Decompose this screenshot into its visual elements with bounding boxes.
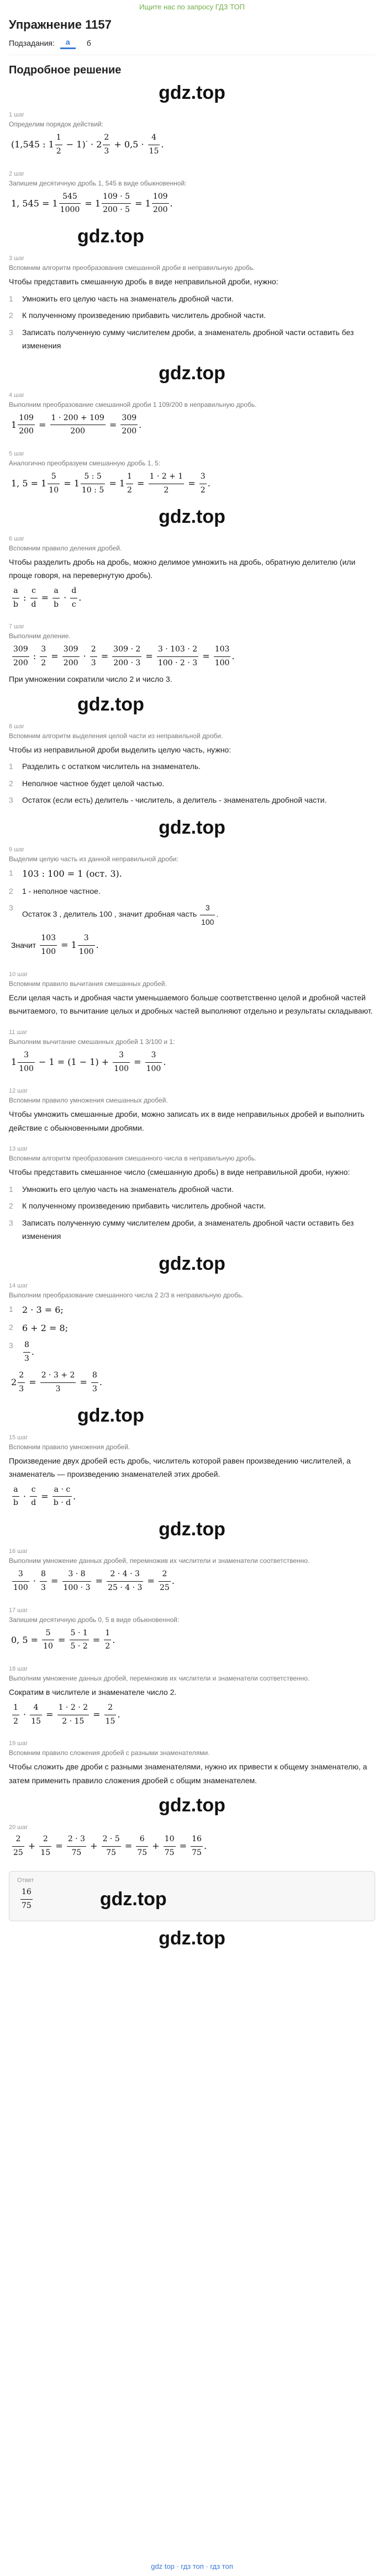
step-13 <box>0 1140 384 1251</box>
rule-list <box>9 292 375 353</box>
step-desc: Выполним преобразование смешанного числа 2 2/3 в неправильную дробь. <box>9 1291 244 1299</box>
step-desc: Вспомним алгоритм преобразования смешанного числа в неправильную дробь. <box>9 1154 257 1163</box>
step-7 <box>0 618 384 691</box>
rule-text: Сократим в числителе и знаменателе число 2. <box>9 1688 177 1697</box>
step-label: 8 шаг <box>9 723 25 730</box>
page-title: Упражнение 1157 <box>9 18 112 31</box>
list-item: 3 Записать полученную сумму числителем дроби, а знаменатель дробной части оставить без изменения <box>9 327 354 351</box>
solution-title: Подробное решение <box>9 64 122 76</box>
subtask-tab-b[interactable]: б <box>86 38 91 47</box>
step-label: 3 шаг <box>9 255 25 262</box>
step-label: 15 шаг <box>9 1434 28 1441</box>
list-item: 2 К полученному произведению прибавить числитель дробной части. <box>9 1201 266 1211</box>
subtask-tab-a[interactable]: а <box>60 36 76 49</box>
expression: $\frac{2}{25}$ + $\frac{2}{15}$ = $\frac{2 \cdot 3}{75}$ + $\frac{2 \cdot 5}{75}$ = $\frac{6}{75}$ + $\frac{10}{75}$ = $\frac{16}{75}$ . <box>11 1833 375 1860</box>
rule-text: Чтобы разделить дробь на дробь, можно делимое умножить на дробь, обратную делителю (или проще говоря, на перевернутую дробь). <box>9 557 356 580</box>
rule-text: Чтобы умножить смешанные дроби, можно записать их в виде неправильных дробей и выполнить действие с обыкновенными дробями. <box>9 1110 365 1132</box>
step-label: 7 шаг <box>9 623 25 630</box>
step-desc: Запишем десятичную дробь 1, 545 в виде обыкновенной: <box>9 179 187 187</box>
list-item: 1 103 : 100 = 1 (ост. 3). <box>9 868 122 879</box>
step-label: 20 шаг <box>9 1824 28 1831</box>
list-item: 1 2 · 3 = 6; <box>9 1304 64 1315</box>
watermark: gdz.top <box>159 1795 225 1816</box>
expression: 1 $\frac{109}{200}$ = $\frac{1 \cdot 200 + 109}{200}$ = $\frac{309}{200}$ . <box>11 412 375 439</box>
rule-text: Произведение двух дробей есть дробь, числитель которой равен произведению числителей, а знаменатель — произведению знаменателей этих дробей. <box>9 1456 351 1478</box>
expression: $\frac{a}{b}$ : $\frac{c}{d}$ = $\frac{a}{b}$ · $\frac{d}{c}$ . <box>11 585 375 612</box>
step-label: 11 шаг <box>9 1029 28 1036</box>
rule-text: Чтобы представить смешанное число (смешанную дробь) в виде неправильной дроби, нужно: <box>9 1168 350 1177</box>
step-19 <box>0 1735 384 1793</box>
watermark: gdz.top <box>159 82 225 103</box>
list-item: 1 Умножить его целую часть на знаменатель дробной части. <box>9 1184 234 1194</box>
step-1 <box>0 106 384 165</box>
watermark: gdz.top <box>159 362 225 384</box>
step-label: 6 шаг <box>9 535 25 542</box>
step-desc: Вспомним правило деления дробей. <box>9 544 122 552</box>
step-desc: Выполним умножение данных дробей, перемножив их числители и знаменатели соответственно. <box>9 1674 310 1683</box>
footer-links[interactable]: gdz top · гдз топ · гдз топ <box>151 2562 233 2570</box>
step-label: 14 шаг <box>9 1282 28 1289</box>
step-2 <box>0 165 384 224</box>
expression: (1,545 : 1 $\frac{1}{2}$ − 1)· · 2 $\frac{2}{3}$ + 0,5 · $\frac{4}{15}$ . <box>11 131 375 158</box>
subtask-label: Подзадания: <box>9 38 55 47</box>
step-18 <box>0 1660 384 1735</box>
step-8 <box>0 718 384 815</box>
step-label: 1 шаг <box>9 112 25 118</box>
note-text: При умножении сократили число 2 и число 3. <box>9 675 172 684</box>
expression: 1 $\frac{3}{100}$ − 1 = (1 − 1) + $\frac{3}{100}$ = $\frac{3}{100}$ . <box>11 1049 375 1076</box>
subtask-selector <box>0 34 384 54</box>
step-label: 13 шаг <box>9 1146 28 1153</box>
step-desc: Выполним вычитание смешанных дробей 1 3/100 и 1: <box>9 1037 175 1046</box>
list-item: 2 1 - неполное частное. <box>9 886 101 895</box>
topbar-promo[interactable]: Ищите нас по запросу ГДЗ ТОП <box>139 3 245 11</box>
step-10 <box>0 966 384 1024</box>
expression: 0, 5 = $\frac{5}{10}$ = $\frac{5 \cdot 1}{5 \cdot 2}$ = $\frac{1}{2}$ . <box>11 1627 375 1654</box>
step-20 <box>0 1819 384 1867</box>
answer-box <box>9 1871 375 1921</box>
expression: 1, 545 = 1 $\frac{545}{1000}$ = 1 $\frac{109 \cdot 5}{200 \cdot 5}$ = 1 $\frac{109}{200}$ . <box>11 190 375 218</box>
step-15 <box>0 1429 384 1517</box>
step-label: 2 шаг <box>9 170 25 177</box>
step-17 <box>0 1602 384 1661</box>
list-item: 2 К полученному произведению прибавить числитель дробной части. <box>9 311 266 320</box>
rule-list <box>9 1183 375 1243</box>
answer-label: Ответ <box>17 1877 34 1884</box>
list-item: 1 Умножить его целую часть на знаменатель дробной части. <box>9 294 234 303</box>
watermark: gdz.top <box>159 817 225 838</box>
expression: $\frac{3}{100}$ · $\frac{8}{3}$ = $\frac{3 \cdot 8}{100 \cdot 3}$ = $\frac{2 \cdot 4 \cdot 3}{25 \cdot 4 \cdot 3}$ = $\frac{2}{25}$ . <box>11 1568 375 1595</box>
step-label: 12 шаг <box>9 1088 28 1095</box>
step-label: 5 шаг <box>9 450 25 458</box>
rule-text: Чтобы из неправильной дроби выделить целую часть, нужно: <box>9 745 232 754</box>
list-item: 3 Остаток (если есть) делитель - числитель, а делитель - знаменатель дробной части. <box>9 796 327 805</box>
step-desc: Вспомним правило вычитания смешанных дробей. <box>9 979 167 988</box>
list-item: 3 Остаток 3 , делитель 100 , значит дробная часть $\frac{3}{100}$ . <box>9 901 375 929</box>
step-label: 9 шаг <box>9 846 25 853</box>
list-item: 1 Разделить с остатком числитель на знаменатель. <box>9 762 201 771</box>
step-3 <box>0 250 384 361</box>
expression: 2 $\frac{2}{3}$ = $\frac{2 \cdot 3 + 2}{3}$ = $\frac{8}{3}$ . <box>11 1369 375 1396</box>
list-item: 3 $\frac{8}{3}$ . <box>9 1339 375 1366</box>
watermark: gdz.top <box>159 1927 225 1949</box>
step-desc: Вспомним правило умножения смешанных дробей. <box>9 1096 168 1105</box>
step-desc: Вспомним правило сложения дробей с разными знаменателями. <box>9 1749 210 1757</box>
expression: $\frac{309}{200}$ : $\frac{3}{2}$ = $\frac{309}{200}$ · $\frac{2}{3}$ = $\frac{309 \cdot 2}{200 \cdot 3}$ = $\frac{3 \cdot 103 \cdot 2}{100 \cdot 2 \cdot 3}$ = $\frac{103}{100}$ . <box>11 643 375 670</box>
watermark: gdz.top <box>77 226 144 247</box>
step-desc: Аналогично преобразуем смешанную дробь 1, 5: <box>9 459 161 468</box>
step-label: 18 шаг <box>9 1666 28 1673</box>
expression: $\frac{1}{2}$ · $\frac{4}{15}$ = $\frac{1 \cdot 2 \cdot 2}{2 \cdot 15}$ = $\frac{2}{15}$ . <box>11 1702 375 1729</box>
step-desc: Выполним преобразование смешанной дроби 1 109/200 в неправильную дробь. <box>9 400 257 409</box>
step-6 <box>0 530 384 618</box>
watermark: gdz.top <box>159 1253 225 1274</box>
calc-list <box>9 866 375 929</box>
expression: $\frac{a}{b}$ · $\frac{c}{d}$ = $\frac{a \cdot c}{b \cdot d}$ . <box>11 1483 375 1510</box>
watermark: gdz.top <box>77 693 144 715</box>
step-label: 17 шаг <box>9 1607 28 1614</box>
step-label: 4 шаг <box>9 391 25 399</box>
rule-text: Чтобы представить смешанную дробь в виде неправильной дроби, нужно: <box>9 277 278 287</box>
list-item: 2 Неполное частное будет целой частью. <box>9 778 165 788</box>
list-item: 2 6 + 2 = 8; <box>9 1323 69 1334</box>
list-item: 3 Записать полученную сумму числителем дроби, а знаменатель дробной части оставить без изменения <box>9 1218 354 1241</box>
watermark: gdz.top <box>99 1888 167 1910</box>
step-desc: Вспомним алгоритм выделения целой части из неправильной дроби. <box>9 732 223 740</box>
step-label: 10 шаг <box>9 971 28 978</box>
watermark: gdz.top <box>77 1404 144 1426</box>
step-11 <box>0 1024 384 1083</box>
expression: Значит $\frac{103}{100}$ = 1 $\frac{3}{100}$ . <box>11 932 375 959</box>
calc-list <box>9 1302 375 1366</box>
step-4 <box>0 386 384 446</box>
step-label: 19 шаг <box>9 1740 28 1747</box>
step-12 <box>0 1082 384 1140</box>
watermark: gdz.top <box>159 506 225 527</box>
watermark: gdz.top <box>159 1519 225 1540</box>
step-desc: Вспомним алгоритм преобразования смешанной дроби в неправильную дробь. <box>9 264 255 272</box>
step-desc: Выполним деление. <box>9 632 71 640</box>
step-desc: Выделим целую часть из данной неправильной дроби: <box>9 855 178 863</box>
rule-text: Если целая часть и дробная части уменьшаемого больше соответственно целой и дробной частей вычитаемого, то вычитание целых и дробных частей выполняют отдельно и результаты складывают. <box>9 993 373 1016</box>
step-desc: Определим порядок действий: <box>9 120 103 128</box>
step-desc: Запишем десятичную дробь 0, 5 в виде обыкновенной: <box>9 1615 180 1624</box>
step-label: 16 шаг <box>9 1548 28 1555</box>
step-14 <box>0 1277 384 1403</box>
answer-value: $\frac{16}{75}$ <box>19 1886 34 1913</box>
step-desc: Выполним умножение данных дробей, перемножив их числители и знаменатели соответственно. <box>9 1557 310 1565</box>
rule-text: Чтобы сложить две дроби с разными знаменателями, нужно их привести к общему знаменателю, а затем применить правило сложения дробей с общим знаменателем. <box>9 1762 367 1785</box>
step-5 <box>0 445 384 504</box>
step-desc: Вспомним правило умножения дробей. <box>9 1443 130 1451</box>
expression: 1, 5 = 1 $\frac{5}{10}$ = 1 $\frac{5 : 5}{10 : 5}$ = 1 $\frac{1}{2}$ = $\frac{1 \cdot 2 + 1}{2}$ = $\frac{3}{2}$ . <box>11 470 375 497</box>
step-16 <box>0 1543 384 1602</box>
rule-list <box>9 760 375 807</box>
step-9 <box>0 841 384 966</box>
